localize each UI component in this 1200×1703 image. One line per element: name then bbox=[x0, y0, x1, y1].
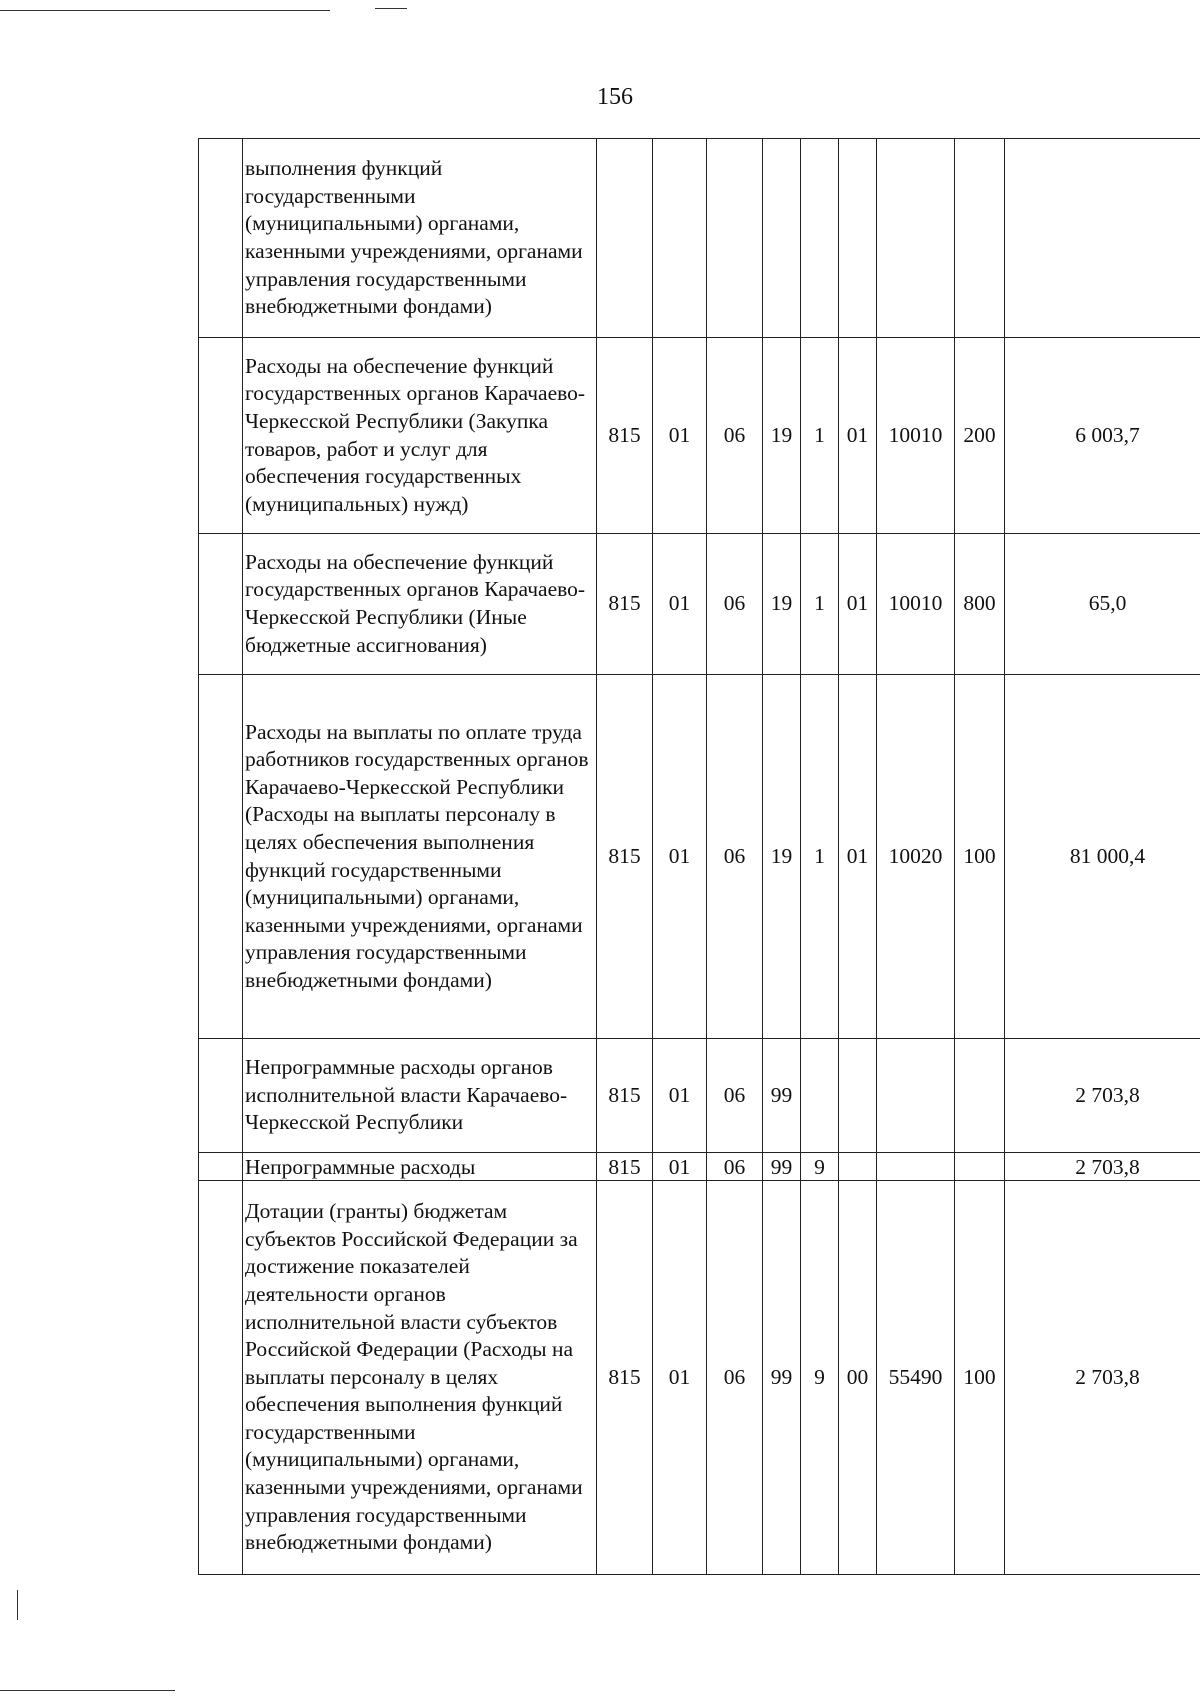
csr-direction-cell: 10010 bbox=[877, 338, 955, 534]
csr-program-cell bbox=[763, 139, 801, 338]
row-description: Непрограммные расходы bbox=[243, 1153, 597, 1181]
row-description: Непрограммные расходы органов исполнительной власти Карачаево-Черкесской Республики bbox=[243, 1039, 597, 1153]
csr-event-cell: 01 bbox=[839, 675, 877, 1039]
table-row bbox=[199, 1181, 1200, 1575]
rz-cell bbox=[653, 139, 707, 338]
vr-cell: 100 bbox=[955, 1181, 1005, 1575]
blank-cell bbox=[199, 338, 243, 534]
csr-subprogram-cell: 1 bbox=[801, 338, 839, 534]
csr-direction-cell bbox=[877, 1039, 955, 1153]
csr-direction-cell bbox=[877, 139, 955, 338]
csr-subprogram-cell: 9 bbox=[801, 1181, 839, 1575]
csr-direction-cell: 10010 bbox=[877, 534, 955, 675]
row-description: Расходы на обеспечение функций государственных органов Карачаево-Черкесской Республики (Иные бюджетные ассигнования) bbox=[243, 534, 597, 675]
table-row bbox=[199, 338, 1200, 534]
ved-cell: 815 bbox=[597, 1153, 653, 1181]
vr-cell: 800 bbox=[955, 534, 1005, 675]
csr-event-cell bbox=[839, 139, 877, 338]
rz-cell: 01 bbox=[653, 1039, 707, 1153]
amount-cell: 2 703,8 bbox=[1005, 1181, 1200, 1575]
table-row bbox=[199, 675, 1200, 1039]
blank-cell bbox=[199, 1039, 243, 1153]
csr-event-cell: 00 bbox=[839, 1181, 877, 1575]
rz-cell: 01 bbox=[653, 1153, 707, 1181]
table-row bbox=[199, 1039, 1200, 1153]
table-row bbox=[199, 1153, 1200, 1181]
vr-cell: 100 bbox=[955, 675, 1005, 1039]
rz-cell: 01 bbox=[653, 675, 707, 1039]
row-description: Дотации (гранты) бюджетам субъектов Российской Федерации за достижение показателей деятельности органов исполнительной власти субъектов Российской Федерации (Расходы на выплаты персоналу в целях обеспечения выполнения функций государственными (муниципальными) органами, казенными учреждениями, органами управления государственными внебюджетными фондами) bbox=[243, 1181, 597, 1575]
csr-direction-cell: 55490 bbox=[877, 1181, 955, 1575]
csr-event-cell bbox=[839, 1039, 877, 1153]
csr-program-cell: 99 bbox=[763, 1181, 801, 1575]
amount-cell: 2 703,8 bbox=[1005, 1039, 1200, 1153]
rz-cell: 01 bbox=[653, 338, 707, 534]
vr-cell bbox=[955, 139, 1005, 338]
pr-cell bbox=[707, 139, 763, 338]
scan-edge-bottom-left bbox=[0, 1690, 175, 1691]
page-number: 156 bbox=[597, 84, 633, 110]
csr-direction-cell: 10020 bbox=[877, 675, 955, 1039]
budget-table bbox=[198, 138, 1200, 1575]
row-description: Расходы на выплаты по оплате труда работников государственных органов Карачаево-Черкесской Республики (Расходы на выплаты персоналу в целях обеспечения выполнения функций государственными (муниципальными) органами, казенными учреждениями, органами управления государственными внебюджетными фондами) bbox=[243, 675, 597, 1039]
pr-cell: 06 bbox=[707, 1039, 763, 1153]
pr-cell: 06 bbox=[707, 338, 763, 534]
csr-program-cell: 19 bbox=[763, 338, 801, 534]
pr-cell: 06 bbox=[707, 1153, 763, 1181]
scan-edge-left-mark bbox=[17, 1590, 18, 1620]
csr-program-cell: 19 bbox=[763, 534, 801, 675]
blank-cell bbox=[199, 1153, 243, 1181]
row-description: выполнения функций государственными (муниципальными) органами, казенными учреждениями, органами управления государственными внебюджетными фондами) bbox=[243, 139, 597, 338]
rz-cell: 01 bbox=[653, 534, 707, 675]
blank-cell bbox=[199, 1181, 243, 1575]
csr-event-cell bbox=[839, 1153, 877, 1181]
rz-cell: 01 bbox=[653, 1181, 707, 1575]
ved-cell: 815 bbox=[597, 534, 653, 675]
csr-subprogram-cell bbox=[801, 139, 839, 338]
table-row bbox=[199, 534, 1200, 675]
row-description: Расходы на обеспечение функций государственных органов Карачаево-Черкесской Республики (Закупка товаров, работ и услуг для обеспечения государственных (муниципальных) нужд) bbox=[243, 338, 597, 534]
amount-cell: 6 003,7 bbox=[1005, 338, 1200, 534]
csr-program-cell: 99 bbox=[763, 1039, 801, 1153]
pr-cell: 06 bbox=[707, 675, 763, 1039]
pr-cell: 06 bbox=[707, 1181, 763, 1575]
amount-cell: 2 703,8 bbox=[1005, 1153, 1200, 1181]
scan-edge-top-left bbox=[0, 10, 330, 11]
amount-cell: 81 000,4 bbox=[1005, 675, 1200, 1039]
ved-cell: 815 bbox=[597, 338, 653, 534]
amount-cell: 65,0 bbox=[1005, 534, 1200, 675]
csr-subprogram-cell: 9 bbox=[801, 1153, 839, 1181]
amount-cell bbox=[1005, 139, 1200, 338]
csr-subprogram-cell bbox=[801, 1039, 839, 1153]
vr-cell bbox=[955, 1153, 1005, 1181]
csr-event-cell: 01 bbox=[839, 534, 877, 675]
ved-cell: 815 bbox=[597, 1039, 653, 1153]
csr-program-cell: 99 bbox=[763, 1153, 801, 1181]
csr-event-cell: 01 bbox=[839, 338, 877, 534]
blank-cell bbox=[199, 675, 243, 1039]
ved-cell: 815 bbox=[597, 1181, 653, 1575]
vr-cell: 200 bbox=[955, 338, 1005, 534]
csr-program-cell: 19 bbox=[763, 675, 801, 1039]
ved-cell: 815 bbox=[597, 675, 653, 1039]
scan-edge-top-mid bbox=[375, 8, 407, 9]
pr-cell: 06 bbox=[707, 534, 763, 675]
csr-subprogram-cell: 1 bbox=[801, 675, 839, 1039]
blank-cell bbox=[199, 534, 243, 675]
csr-subprogram-cell: 1 bbox=[801, 534, 839, 675]
table-row bbox=[199, 139, 1200, 338]
blank-cell bbox=[199, 139, 243, 338]
vr-cell bbox=[955, 1039, 1005, 1153]
ved-cell bbox=[597, 139, 653, 338]
csr-direction-cell bbox=[877, 1153, 955, 1181]
